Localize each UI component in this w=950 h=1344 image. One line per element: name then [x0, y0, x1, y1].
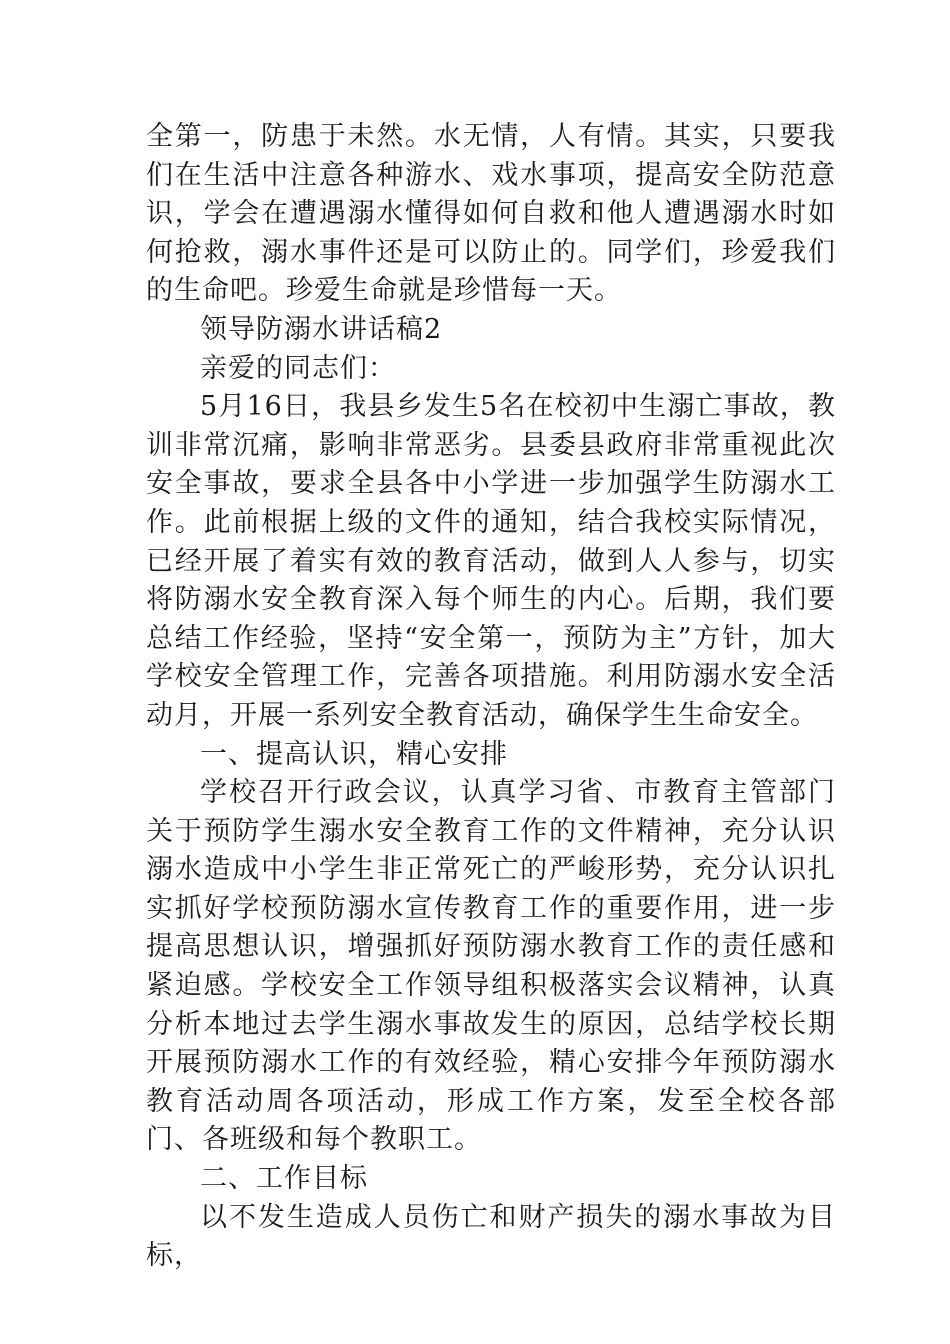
- paragraph-intro-continuation: 全第一，防患于未然。水无情，人有情。其实，只要我们在生活中注意各种游水、戏水事项，提高安全防范意识，学会在遭遇溺水懂得如何自救和他人遭遇溺水时如何抢救，溺水事件还是可以防止的。同学们，珍爱我们的生命吧。珍爱生命就是珍惜每一天。: [146, 121, 836, 307]
- section-heading-two: 二、工作目标: [200, 1163, 368, 1195]
- section-heading-title: 领导防溺水讲话稿2: [200, 313, 443, 345]
- salutation: 亲爱的同志们：: [200, 352, 396, 384]
- paragraph-section-two: 以不发生造成人员伤亡和财产损失的溺水事故为目标，: [146, 1201, 836, 1272]
- paragraph-section-one: 学校召开行政会议，认真学习省、市教育主管部门关于预防学生溺水安全教育工作的文件精神，充分认识溺水造成中小学生非正常死亡的严峻形势，充分认识扎实抓好学校预防溺水宣传教育工作的重要作用，进一步提高思想认识，增强抓好预防溺水教育工作的责任感和紧迫感。学校安全工作领导组积极落实会议精神，认真分析本地过去学生溺水事故发生的原因，总结学校长期开展预防溺水工作的有效经验，精心安排今年预防溺水教育活动周各项活动，形成工作方案，发至全校各部门、各班级和每个教职工。: [146, 777, 836, 1156]
- section-heading-one: 一、提高认识，精心安排: [200, 738, 508, 770]
- document-page: [146, 118, 836, 1276]
- paragraph-incident: 5月16日，我县乡发生5名在校初中生溺亡事故，教训非常沉痛，影响非常恶劣。县委县政府非常重视此次安全事故，要求全县各中小学进一步加强学生防溺水工作。此前根据上级的文件的通知，结合我校实际情况，已经开展了着实有效的教育活动，做到人人参与，切实将防溺水安全教育深入每个师生的内心。后期，我们要总结工作经验，坚持“安全第一，预防为主”方针，加大学校安全管理工作，完善各项措施。利用防溺水安全活动月，开展一系列安全教育活动，确保学生生命安全。: [146, 391, 836, 731]
